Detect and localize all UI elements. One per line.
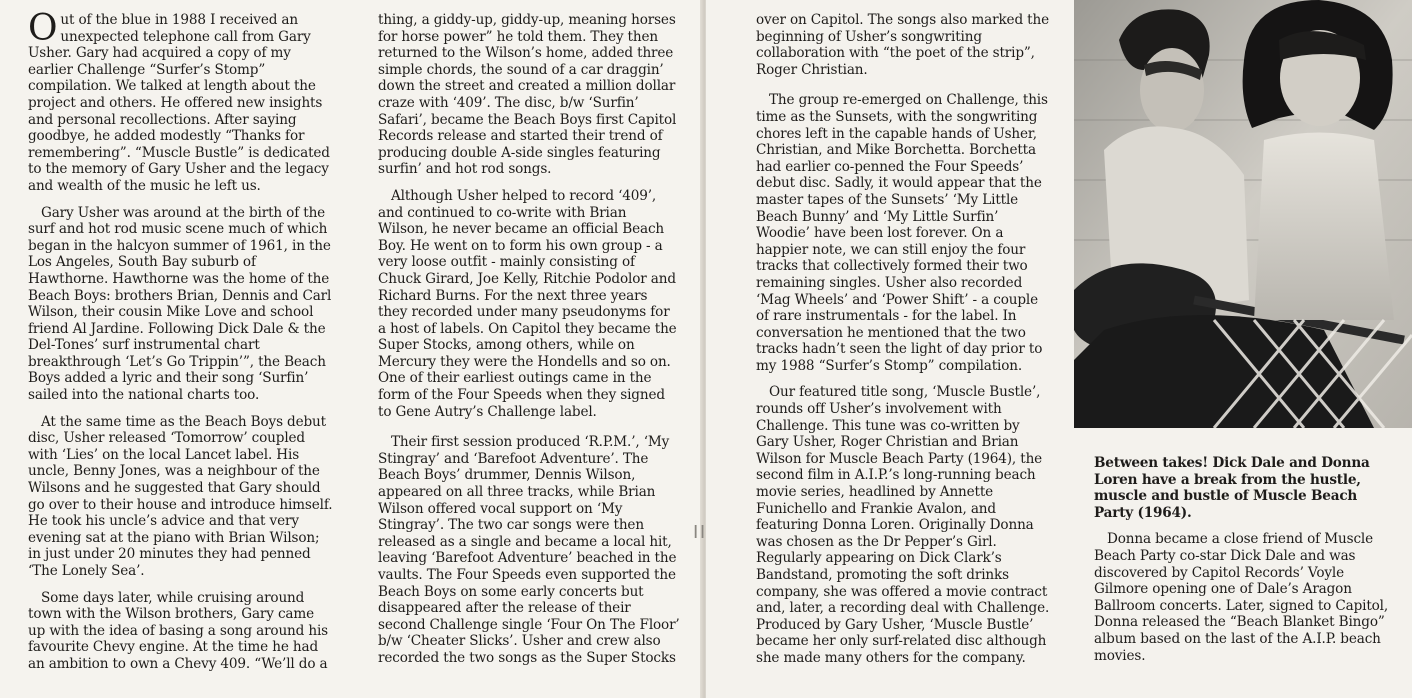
photo-dick-dale-donna-loren bbox=[1074, 0, 1412, 428]
column-4 bbox=[1094, 455, 1394, 674]
paragraph bbox=[28, 8, 334, 195]
left-page bbox=[0, 0, 704, 698]
paragraph-text: ut of the blue in 1988 I received an unexpected telephone call from Gary Usher. Gary had acquired a copy of my earlier Challenge “Surfer’s Stomp” compilation. We talked at length about the project and others. He offered new insights and personal recollections. After saying goodbye, he added modestly “Thanks for remembering”. “Muscle Bustle” is dedicated to the memory of Gary Usher and the legacy and wealth of the music he left us. bbox=[28, 12, 330, 194]
right-page bbox=[706, 0, 1412, 698]
column-3 bbox=[756, 12, 1054, 677]
paragraph: Their first session produced ‘R.P.M.’, ‘My Stingray’ and ‘Barefoot Adventure’. The Beach Boys’ drummer, Dennis Wilson, appeared on all three tracks, while Brian Wilson offered vocal support on ‘My Stingray’. The two car songs were then released as a single and became a local hit, leaving ‘Barefoot Adventure’ beached in the vaults. The Four Speeds even supported the Beach Boys on some early concerts but disappeared after the release of their second Challenge single ‘Four On The Floor’ b/w ‘Cheater Slicks’. Usher and crew also recorded the two songs as the Super Stocks bbox=[378, 434, 680, 666]
paragraph: over on Capitol. The songs also marked the beginning of Usher’s songwriting collaboration with “the poet of the strip”, Roger Christian. bbox=[756, 12, 1049, 78]
photo-caption: Between takes! Dick Dale and Donna Loren have a break from the hustle, muscle and bustle of Muscle Beach Party (1964). bbox=[1094, 455, 1370, 521]
photo-illustration bbox=[1074, 0, 1412, 428]
paragraph: Donna became a close friend of Muscle Beach Party co-star Dick Dale and was discovered by Capitol Records’ Voyle Gilmore opening one of Dale’s Aragon Ballroom concerts. Later, signed to Capitol, Donna released the “Beach Blanket Bingo” album based on the last of the A.I.P. beach movies. bbox=[1094, 531, 1389, 664]
paragraph: At the same time as the Beach Boys debut disc, Usher released ‘Tomorrow’ coupled with ‘Lies’ on the local Lancet label. His uncle, Benny Jones, was a neighbour of the Wilsons and he suggested that Gary should go over to their house and introduce himself. He took his uncle’s advice and that very evening sat at the piano with Brian Wilson; in just under 20 minutes they had penned ‘The Lonely Sea’. bbox=[28, 413, 333, 579]
paragraph: Although Usher helped to record ‘409’, and continued to co-write with Brian Wilson, he never became an official Beach Boy. He went on to form his own group - a very loose outfit - mainly consisting of Chuck Girard, Joe Kelly, Ritchie Podolor and Richard Burns. For the next three years they recorded under many pseudonyms for a host of labels. On Capitol they became the Super Stocks, among others, while on Mercury they were the Hondells and so on. One of their earliest outings came in the form of the Four Speeds when they signed to Gene Autry’s Challenge label. bbox=[378, 187, 677, 420]
paragraph: Our featured title song, ‘Muscle Bustle’, rounds off Usher’s involvement with Challenge. This tune was co-written by Gary Usher, Roger Christian and Brian Wilson for Muscle Beach Party (1964), the second film in A.I.P.’s long-running beach movie series, headlined by Annette Funichello and Frankie Avalon, and featuring Donna Loren. Originally Donna was chosen as the Dr Pepper’s Girl. Regularly appearing on Dick Clark’s Bandstand, promoting the soft drinks company, she was offered a movie contract and, later, a recording deal with Challenge. Produced by Gary Usher, ‘Muscle Bustle’ became her only surf-related disc although she made many others for the company. bbox=[756, 384, 1050, 666]
column-1 bbox=[28, 8, 334, 683]
drop-cap: O bbox=[28, 8, 58, 49]
paragraph: Gary Usher was around at the birth of the surf and hot rod music scene much of which began in the halcyon summer of 1961, in the Los Angeles, South Bay suburb of Hawthorne. Hawthorne was the home of the Beach Boys: brothers Brian, Dennis and Carl Wilson, their cousin Mike Love and school friend Al Jardine. Following Dick Dale & the Del-Tones’ surf instrumental chart breakthrough ‘Let’s Go Trippin’”, the Beach Boys added a lyric and their song ‘Surfin’ sailed into the national charts too. bbox=[28, 204, 332, 404]
paragraph: thing, a giddy-up, giddy-up, meaning horses for horse power” he told them. They then returned to the Wilson’s home, added three simple chords, the sound of a car draggin’ down the street and created a million dollar craze with ‘409’. The disc, b/w ‘Surfin’ Safari’, became the Beach Boys first Capitol Records release and started their trend of producing double A-side singles featuring surfin’ and hot rod songs. bbox=[378, 12, 677, 178]
paragraph: Some days later, while cruising around town with the Wilson brothers, Gary came up with the idea of basing a song around his favourite Chevy engine. At the time he had an ambition to own a Chevy 409. “We’ll do a bbox=[28, 589, 329, 672]
paragraph: The group re-emerged on Challenge, this time as the Sunsets, with the songwriting chores left in the capable hands of Usher, Christian, and Mike Borchetta. Borchetta had earlier co-penned the Four Speeds’ debut disc. Sadly, it would appear that the master tapes of the Sunsets’ ‘My Little Beach Bunny’ and ‘My Little Surfin’ Woodie’ have been lost forever. On a happier note, we can still enjoy the four tracks that collectively formed their two remaining singles. Usher also recorded ‘Mag Wheels’ and ‘Power Shift’ - a couple of rare instrumentals - for the label. In conversation he mentioned that the two tracks hadn’t seen the light of day prior to my 1988 “Surfer’s Stomp” compilation. bbox=[756, 92, 1048, 374]
column-2 bbox=[378, 12, 680, 677]
hinge-mark-icon: I I bbox=[693, 522, 705, 543]
